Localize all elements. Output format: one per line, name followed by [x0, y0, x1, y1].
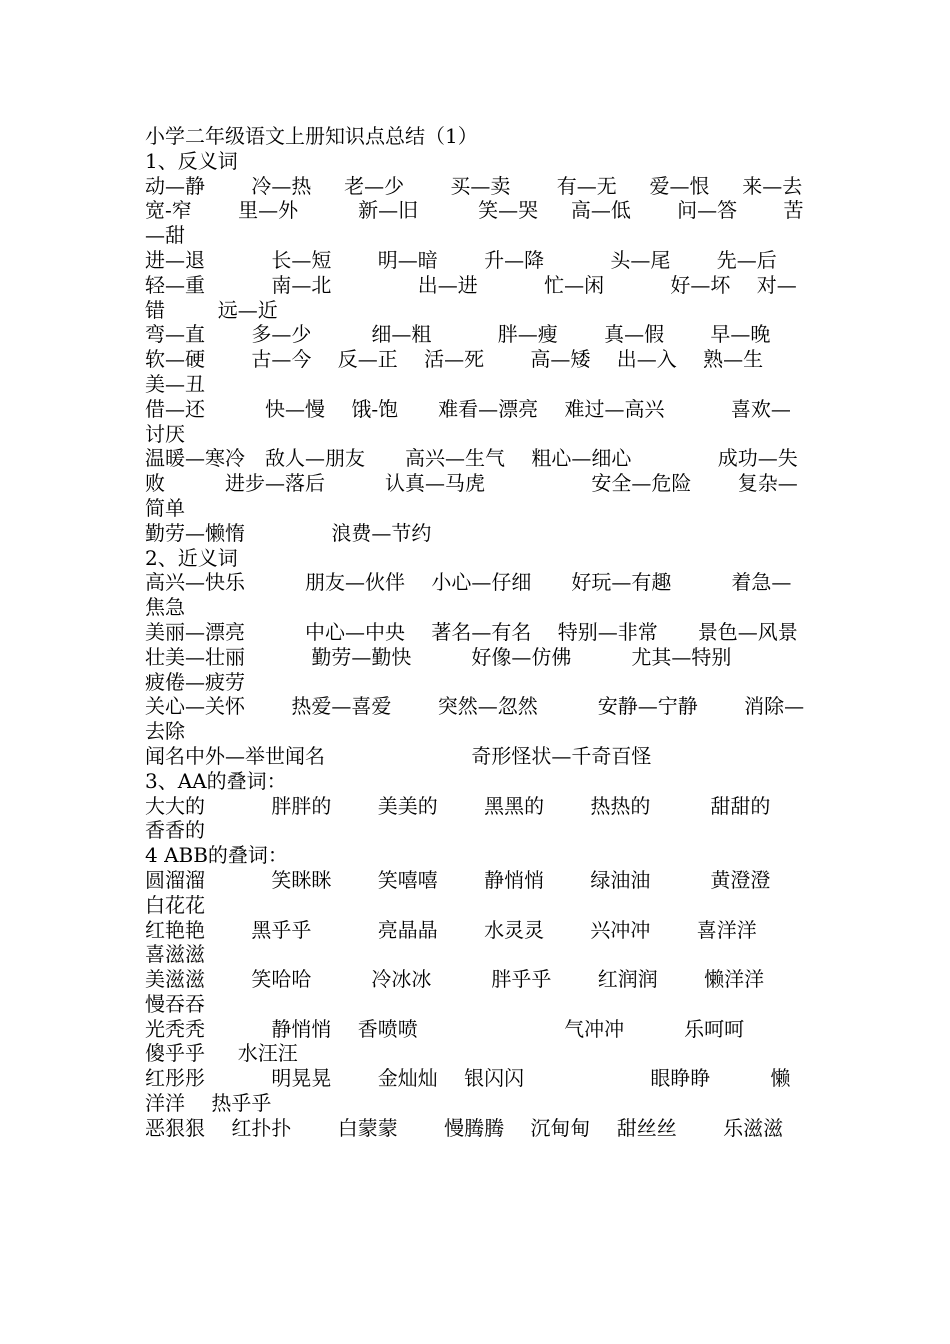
synonym-line: 关心—关怀 热爱—喜爱 突然—忽然 安静—宁静 消除—去除 [145, 694, 805, 744]
abb-word-line: 恶狠狠 红扑扑 白蒙蒙 慢腾腾 沉甸甸 甜丝丝 乐滋滋 [145, 1115, 784, 1140]
abb-word-line: 红彤彤 明晃晃 金灿灿 银闪闪 眼睁睁 懒洋洋 热乎乎 [145, 1066, 791, 1116]
abb-word-line: 圆溜溜 笑眯眯 笑嘻嘻 静悄悄 绿油油 黄澄澄 白花花 [145, 867, 811, 917]
abb-word-line: 红艳艳 黑乎乎 亮晶晶 水灵灵 兴冲冲 喜洋洋 喜滋滋 [145, 917, 797, 967]
antonym-line: 温暖—寒冷 敌人—朋友 高兴—生气 粗心—细心 成功—失败 进步—落后 认真—马虎 安全—危险 复杂—简单 [145, 446, 798, 520]
antonym-line: 勤劳—懒惰 浪费—节约 [145, 520, 432, 545]
antonym-line: 借—还 快—慢 饿-饱 难看—漂亮 难过—高兴 喜欢—讨厌 [145, 396, 791, 446]
section-heading-abb-words: 4 ABB的叠词： [145, 843, 288, 868]
synonym-line: 高兴—快乐 朋友—伙伴 小心—仔细 好玩—有趣 着急—焦急 [145, 570, 792, 620]
aa-word-line: 大大的 胖胖的 美美的 黑黑的 热热的 甜甜的 香香的 [145, 793, 817, 843]
synonym-line: 壮美—壮丽 勤劳—勤快 好像—仿佛 尤其—特别 疲倦—疲劳 [145, 644, 798, 694]
abb-word-line: 美滋滋 笑哈哈 冷冰冰 胖乎乎 红润润 懒洋洋 慢吞吞 [145, 967, 805, 1016]
section-heading-antonyms: 1、反义词 [145, 148, 238, 173]
synonym-line: 闻名中外—举世闻名 奇形怪状—千奇百怪 [145, 743, 652, 768]
antonym-line: 弯—直 多—少 细—粗 胖—瘦 真—假 早—晚 软—硬 古—今 反—正 活—死 高—矮 出—入 熟—生 美—丑 [145, 322, 817, 396]
section-heading-aa-words: 3、AA的叠词： [145, 768, 287, 793]
antonym-line: 进—退 长—短 明—暗 升—降 头—尾 先—后 轻—重 南—北 出—进 忙—闲 好—坏 对—错 远—近 [145, 247, 804, 322]
section-heading-synonyms: 2、近义词 [145, 545, 238, 570]
document-page [145, 124, 817, 1141]
antonym-line: 动—静 冷—热 老—少 买—卖 有—无 爱—恨 来—去 [145, 173, 803, 198]
antonym-line: 宽-窄 里—外 新—旧 笑—哭 高—低 问—答 苦—甜 [145, 198, 804, 248]
abb-word-line: 光秃秃 静悄悄 香喷喷 气冲冲 乐呵呵 傻乎乎 水汪汪 [145, 1016, 811, 1066]
document-title: 小学二年级语文上册知识点总结（1） [145, 124, 478, 148]
synonym-line: 美丽—漂亮 中心—中央 著名—有名 特别—非常 景色—风景 [145, 619, 798, 644]
